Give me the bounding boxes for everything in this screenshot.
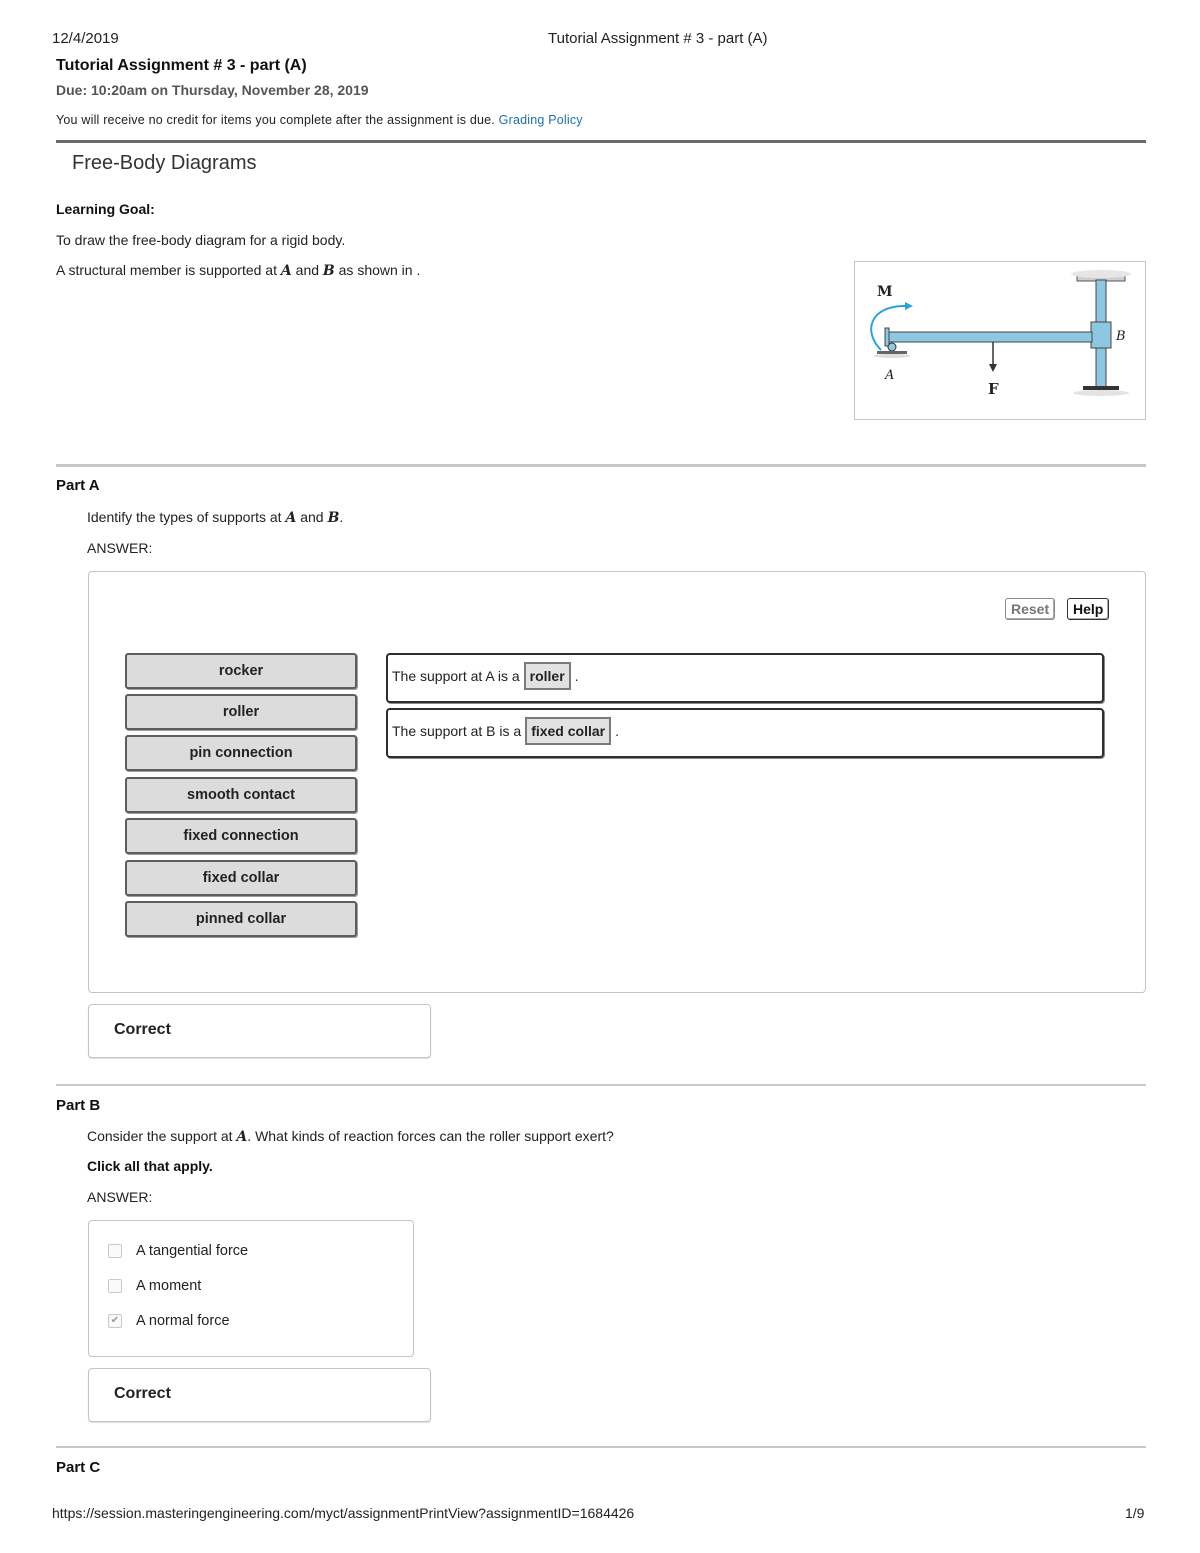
horizontal-beam (887, 332, 1092, 342)
option-chip[interactable]: roller (125, 694, 357, 730)
roller-a (888, 343, 896, 351)
due-date: Due: 10:20am on Thursday, November 28, 2019 (56, 82, 369, 98)
beam-end (885, 328, 889, 346)
option-label: A moment (136, 1278, 202, 1294)
filled-slot-b[interactable]: fixed collar (525, 717, 611, 745)
option-chip[interactable]: rocker (125, 653, 357, 689)
part-b-divider (56, 1084, 1146, 1086)
structure-figure (854, 261, 1146, 420)
part-c-label: Part C (56, 1459, 101, 1476)
part-a-label: Part A (56, 477, 100, 494)
moment-arrowhead (905, 302, 913, 310)
reset-button[interactable]: Reset (1005, 598, 1055, 620)
problem-title: Free-Body Diagrams (72, 152, 257, 174)
base-plate (1083, 386, 1119, 390)
learning-goal-label: Learning Goal: (56, 201, 155, 217)
part-a-period: . (339, 509, 344, 525)
print-header-title: Tutorial Assignment # 3 - part (A) (548, 30, 768, 47)
drop-target-b[interactable] (386, 708, 1104, 758)
option-chip[interactable]: pinned collar (125, 901, 357, 937)
learning-goal-text: To draw the free-body diagram for a rigid body. (56, 232, 346, 248)
roller-ground (877, 351, 907, 354)
checkbox[interactable] (108, 1244, 122, 1258)
late-notice (56, 113, 583, 127)
part-b-prompt-text: Consider the support at (87, 1128, 233, 1144)
part-b-var-a: A (236, 1129, 248, 1145)
var-a: A (280, 263, 292, 279)
sentence-a-end: . (574, 668, 579, 684)
label-f: F (988, 380, 999, 398)
sentence-b-end: . (615, 723, 619, 739)
part-a-feedback (88, 1004, 431, 1058)
option-tangential-force[interactable] (108, 1243, 248, 1259)
option-chip[interactable]: fixed collar (125, 860, 357, 896)
option-chip[interactable]: fixed connection (125, 818, 357, 854)
assignment-title: Tutorial Assignment # 3 - part (A) (56, 57, 307, 74)
statement-text: A structural member is supported at (56, 262, 277, 278)
problem-statement (56, 262, 420, 279)
part-b-prompt (87, 1128, 614, 1145)
structure-diagram (855, 262, 1145, 419)
filled-slot-a[interactable]: roller (524, 662, 571, 690)
part-a-prompt-text: Identify the types of supports at (87, 509, 282, 525)
part-c-divider (56, 1446, 1146, 1448)
floor-shade (1073, 390, 1129, 396)
part-a-var-a: A (285, 510, 297, 526)
page-number: 1/9 (1125, 1505, 1145, 1521)
label-m: M (877, 284, 893, 300)
sentence-b: The support at B is a (392, 723, 522, 739)
help-button[interactable]: Help (1067, 598, 1109, 620)
part-a-var-b: B (327, 510, 340, 526)
part-a-answer-box (88, 571, 1146, 993)
footer-url: https://session.masteringengineering.com/myct/assignmentPrintView?assignmentID=1684426 (52, 1505, 635, 1521)
statement-end: as shown in . (338, 262, 421, 278)
part-b-answer-label: ANSWER: (87, 1189, 153, 1205)
part-b-instruction: Click all that apply. (87, 1158, 213, 1174)
option-moment[interactable] (108, 1278, 201, 1294)
part-b-feedback (88, 1368, 431, 1422)
part-a-prompt (87, 509, 343, 526)
ceiling-shade (1071, 270, 1131, 278)
option-chip[interactable]: pin connection (125, 735, 357, 771)
part-b-feedback-text: Correct (114, 1385, 171, 1402)
part-a-divider (56, 464, 1146, 467)
grading-policy-link[interactable]: Grading Policy (498, 113, 583, 127)
force-arrowhead (989, 364, 997, 372)
part-b-prompt-end: . What kinds of reaction forces can the roller support exert? (247, 1128, 614, 1144)
checkbox-checked[interactable]: ✔ (108, 1314, 122, 1328)
sentence-a: The support at A is a (392, 668, 520, 684)
drop-target-a[interactable] (386, 653, 1104, 703)
title-divider (56, 140, 1146, 143)
part-a-feedback-text: Correct (114, 1021, 171, 1038)
var-b: B (322, 263, 335, 279)
and-text: and (295, 262, 320, 278)
option-normal-force[interactable] (108, 1313, 230, 1329)
option-label: A tangential force (136, 1243, 249, 1259)
print-date: 12/4/2019 (52, 30, 119, 47)
part-b-label: Part B (56, 1097, 101, 1114)
late-notice-text: You will receive no credit for items you complete after the assignment is due. (56, 113, 495, 127)
checkbox[interactable] (108, 1279, 122, 1293)
part-b-answer-box (88, 1220, 414, 1357)
option-label: A normal force (136, 1313, 230, 1329)
roller-ground-shade (874, 354, 910, 358)
label-b: B (1116, 329, 1126, 344)
part-a-and: and (300, 509, 324, 525)
label-a: A (885, 368, 895, 383)
option-chip[interactable]: smooth contact (125, 777, 357, 813)
part-a-answer-label: ANSWER: (87, 540, 153, 556)
collar-b (1091, 322, 1111, 348)
